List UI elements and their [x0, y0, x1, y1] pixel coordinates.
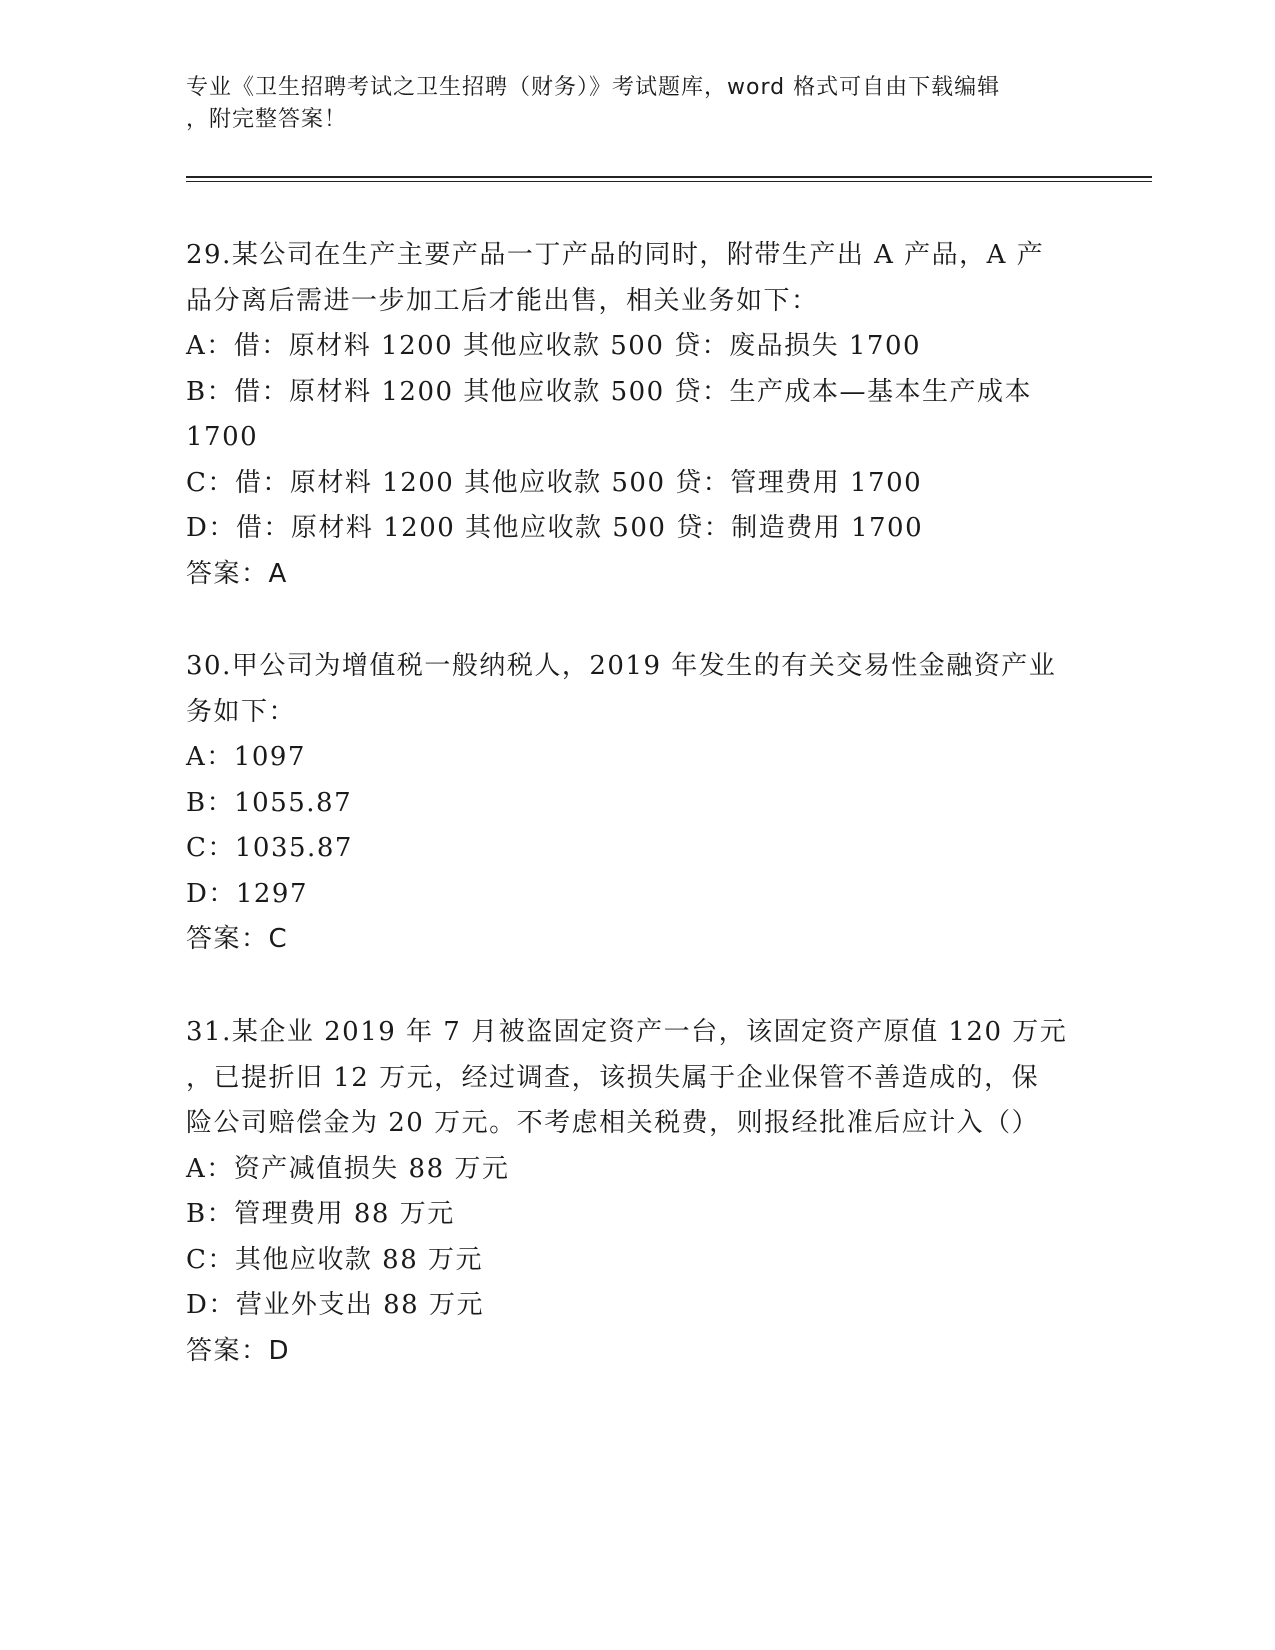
question-stem: 31.某企业 2019 年 7 月被盗固定资产一台，该固定资产原值 120 万元 — [186, 1017, 1068, 1047]
question-stem: 30.甲公司为增值税一般纳税人，2019 年发生的有关交易性金融资产业 — [186, 651, 1057, 681]
question-stem: ，已提折旧 12 万元，经过调查，该损失属于企业保管不善造成的，保 — [186, 1062, 1040, 1093]
question-30 — [186, 644, 1086, 963]
option-c: C：借：原材料 1200 其他应收款 500 贷：管理费用 1700 — [186, 467, 923, 498]
option-a: A：1097 — [186, 742, 306, 772]
question-stem: 品分离后需进一步加工后才能出售，相关业务如下： — [186, 285, 819, 316]
question-31 — [186, 1010, 1086, 1374]
question-29 — [186, 233, 1086, 597]
option-b-continued: 1700 — [186, 422, 259, 452]
option-d: D：借：原材料 1200 其他应收款 500 贷：制造费用 1700 — [186, 513, 924, 543]
header-divider — [186, 176, 1152, 178]
header-line: 专业《卫生招聘考试之卫生招聘（财务）》考试题库，word 格式可自由下载编辑 — [186, 75, 1001, 100]
header-divider — [186, 181, 1152, 182]
option-b: B：1055.87 — [186, 787, 353, 818]
question-stem: 险公司赔偿金为 20 万元。不考虑相关税费，则报经批准后应计入（） — [186, 1108, 1040, 1138]
option-a: A：资产减值损失 88 万元 — [186, 1153, 510, 1184]
answer: 答案：A — [186, 558, 288, 589]
option-c: C：其他应收款 88 万元 — [186, 1244, 484, 1275]
option-d: D：1297 — [186, 878, 309, 909]
option-a: A：借：原材料 1200 其他应收款 500 贷：废品损失 1700 — [186, 331, 922, 361]
option-d: D：营业外支出 88 万元 — [186, 1290, 484, 1320]
option-b: B：借：原材料 1200 其他应收款 500 贷：生产成本—基本生产成本 — [186, 376, 1032, 407]
document-header — [186, 72, 1086, 136]
option-b: B：管理费用 88 万元 — [186, 1199, 455, 1229]
header-line: ，附完整答案！ — [186, 107, 348, 132]
question-stem: 29.某公司在生产主要产品一丁产品的同时，附带生产出 A 产品，A 产 — [186, 240, 1045, 270]
question-stem: 务如下： — [186, 696, 297, 727]
answer: 答案：D — [186, 1335, 291, 1366]
answer: 答案：C — [186, 924, 289, 954]
option-c: C：1035.87 — [186, 833, 353, 863]
